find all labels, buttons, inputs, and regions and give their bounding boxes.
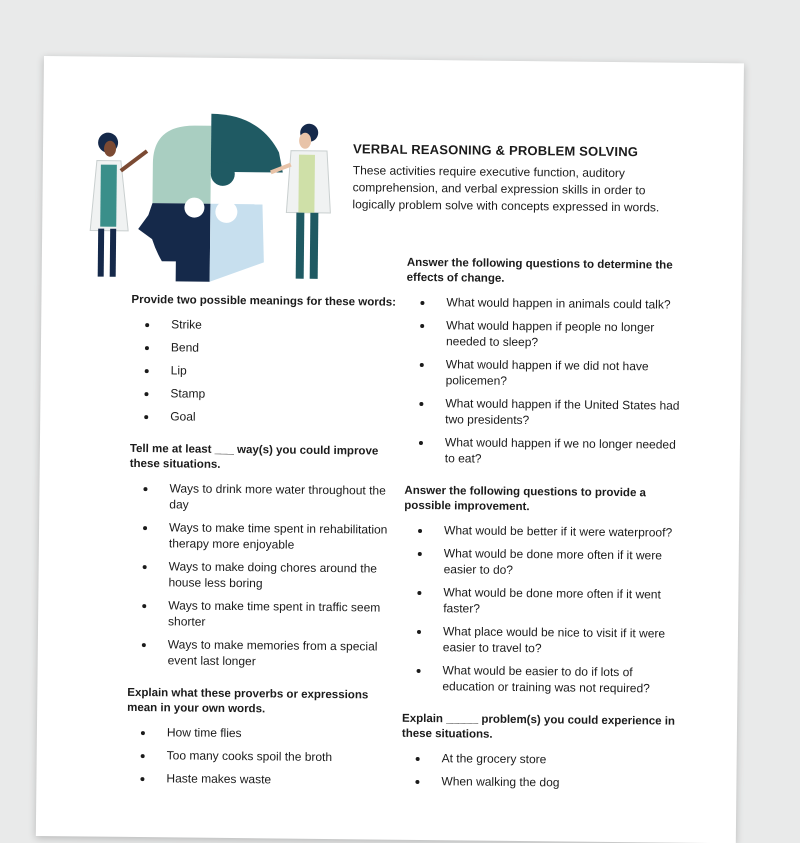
list-item: What would happen if the United States had two presidents? (405, 395, 685, 430)
list-item: What would be easier to do if lots of education or training was not required? (402, 662, 682, 697)
section-heading: Explain what these proverbs or expressions mean in your own words. (127, 686, 369, 716)
section-possible-improvement (402, 484, 684, 697)
title-block (352, 141, 683, 216)
list-item: Strike (131, 316, 401, 335)
list-item: Ways to make memories from a special event last longer (128, 636, 398, 671)
right-column (401, 256, 687, 810)
list-item: Too many cooks spoil the broth (127, 747, 397, 766)
list-item: What would be better if it were waterproof? (404, 522, 684, 541)
list-item: What would happen if we no longer needed to eat? (405, 434, 685, 469)
worksheet-page (36, 56, 744, 843)
list-item: What would happen if we did not have policemen? (406, 356, 686, 391)
list-item: Bend (131, 339, 401, 358)
list-item: What place would be nice to visit if it were easier to travel to? (403, 623, 683, 658)
list-item: At the grocery store (402, 750, 682, 769)
list-item: Ways to make doing chores around the house less boring (128, 558, 398, 593)
head-puzzle-people-icon (82, 110, 346, 285)
list-item: Haste makes waste (126, 770, 396, 789)
section-effects-of-change (405, 256, 687, 469)
section-proverbs (126, 686, 397, 789)
list-item: How time flies (127, 724, 397, 743)
list-item: Stamp (130, 385, 400, 404)
list-item: Lip (131, 362, 401, 381)
section-heading: Tell me at least ___ way(s) you could improve these situations. (129, 442, 379, 471)
section-heading: Answer the following questions to provide a possible improvement. (404, 484, 647, 514)
section-problems-in-situations (401, 712, 682, 792)
section-improve-situations (128, 442, 400, 671)
page-title: VERBAL REASONING & PROBLEM SOLVING (352, 141, 639, 160)
list-item: Ways to make time spent in traffic seem shorter (128, 597, 398, 632)
intro-text: These activities require executive function, auditory comprehension, and verbal expression skills in order to logically problem solve with concepts expressed in words. (352, 163, 660, 215)
list-item: Ways to make time spent in rehabilitation therapy more enjoyable (129, 519, 399, 554)
list-item: Goal (130, 408, 400, 427)
section-heading: Explain _____ problem(s) you could experience in these situations. (401, 712, 676, 741)
list-item: What would be done more often if it were easier to do? (404, 545, 684, 580)
left-column (126, 293, 401, 807)
section-heading: Provide two possible meanings for these words: (131, 293, 397, 309)
section-heading: Answer the following questions to determine the effects of change. (406, 256, 673, 285)
list-item: Ways to drink more water throughout the day (129, 480, 399, 515)
list-item: What would be done more often if it went faster? (403, 584, 683, 619)
list-item: When walking the dog (401, 773, 681, 792)
list-item: What would happen if people no longer needed to sleep? (406, 317, 686, 352)
section-word-meanings (130, 293, 401, 427)
list-item: What would happen in animals could talk? (406, 294, 686, 313)
